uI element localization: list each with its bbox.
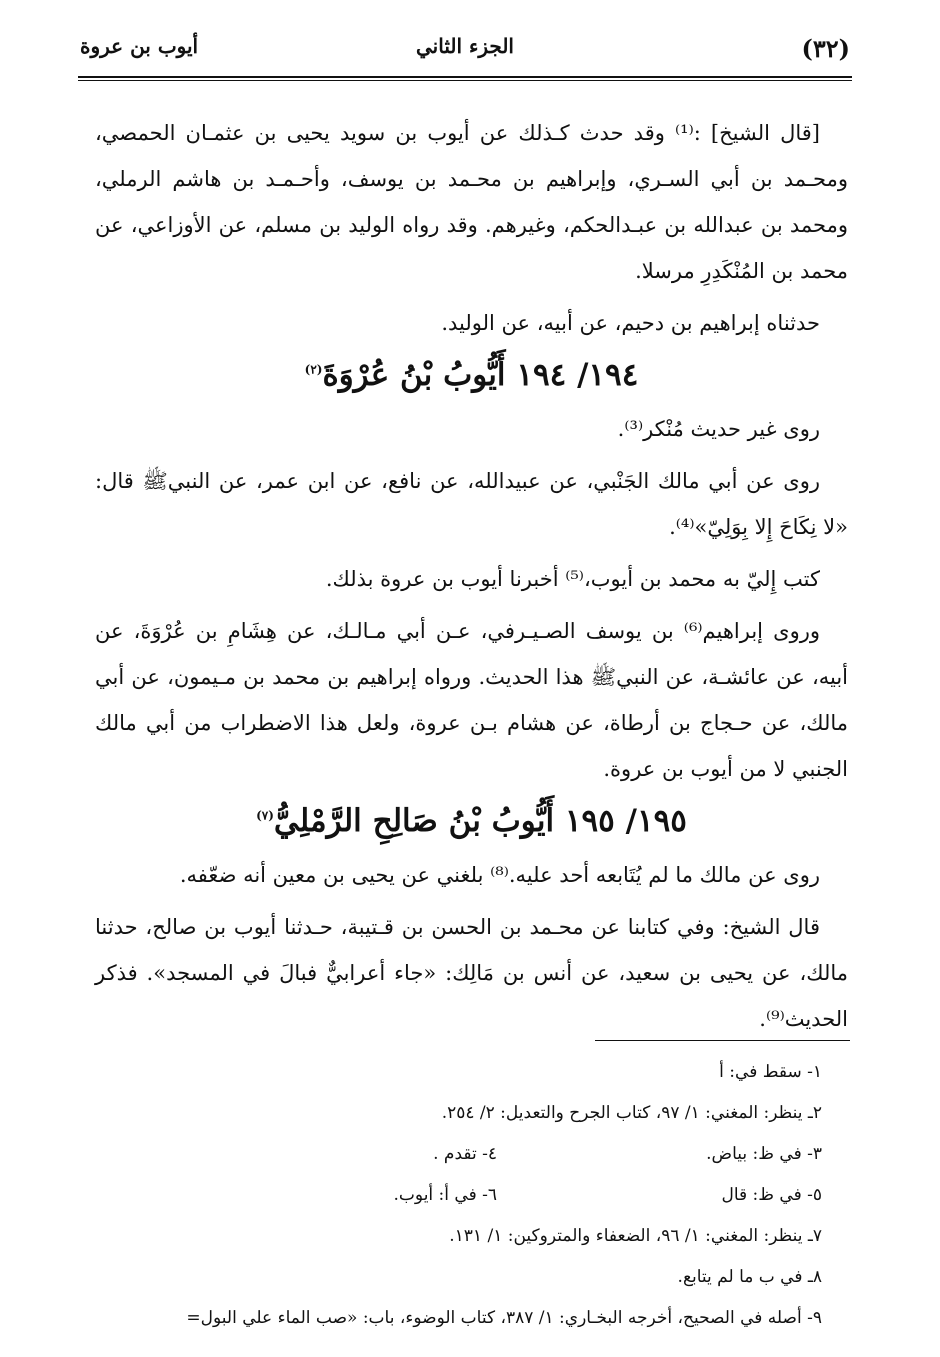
footnote-5: ٥- في ظ: قال <box>721 1185 822 1205</box>
entry-number-195: ١٩٥/ ١٩٥ <box>564 803 687 839</box>
footnote-2: ٢ـ ينظر: المغني: ١/ ٩٧، كتاب الجرح والتعديل: ٢/ ٢٥٤. <box>441 1103 822 1123</box>
page-number: (٣٢) <box>801 34 850 63</box>
paragraph-sheikh-note: [قال الشيخ] :⁽¹⁾ وقد حدث كـذلك عن أيوب بن سويد يحيى بن عثمـان الحمصي، ومحـمد بن أبي السـري، وإبراهيم بن محـمد بن يوسف، وأحـمـد بن هاشم الرملي، ومحمد بن عبدالله بن عبـدالحكم، وغيرهم. وقد رواه الوليد بن مسلم، عن الأوزاعي، عن محمد بن المُنْكَدِرِ مرسلا. <box>95 121 848 283</box>
paragraph-munkar: روى غير حديث مُنْكر⁽³⁾. <box>617 417 820 441</box>
paragraph-malik: روى عن مالك ما لم يُتَابعه أحد عليه.⁽⁸⁾ بلغني عن يحيى بن معين أنه ضعّفه. <box>179 863 820 887</box>
entry-heading-195 <box>95 794 848 848</box>
main-text <box>95 110 848 1042</box>
entry-name-194: أَيُّوبُ بْنُ عُرْوَةَ <box>322 357 506 393</box>
running-header <box>80 30 850 70</box>
footnote-7: ٧ـ ينظر: المغني: ١/ ٩٦، الضعفاء والمتروكين: ١/ ١٣١. <box>449 1226 822 1246</box>
paragraph-isnad: حدثناه إبراهيم بن دحيم، عن أبيه، عن الوليد. <box>441 311 820 335</box>
footnote-4: ٤- تقدم . <box>433 1144 497 1164</box>
footnote-ref-7: (٧) <box>256 808 274 823</box>
entry-heading-194 <box>95 348 848 402</box>
footnote-ref-2: (٢) <box>304 362 323 377</box>
paragraph-riwaya-ibrahim: وروى إبراهيم⁽⁶⁾ بن يوسف الصـيـرفي، عـن أبي مـالـك، عن هِشَامِ بن عُرْوَةَ، عن أبيه، عن عائشـة، عن النبيﷺ هذا الحديث. ورواه إبراهيم بن محمد بن مـيمون، عن أبي مالك، عن حـجاج بن أرطاة، عن هشام بـن عروة، ولعل هذا الاضطراب من أبي مالك الجنبي لا من أيوب بن عروة. <box>95 619 848 781</box>
footnote-3: ٣- في ظ: بياض. <box>706 1144 822 1164</box>
entry-name-195: أَيُّوبُ بْنُ صَالِحِ الرَّمْلِيُّ <box>273 803 555 839</box>
footnote-row-3-4 <box>60 1134 822 1175</box>
header-rule-thin <box>78 80 852 81</box>
footnote-8: ٨ـ في ب ما لم يتابع. <box>677 1267 822 1287</box>
paragraph-qutaiba: قال الشيخ: وفي كتابنا عن محـمد بن الحسن بن قـتيبة، حـدثنا أيوب بن صالح، حدثنا مالك، عن يحيى بن سعيد، عن أنس بن مَالِك: «جاء أعرابيٌّ فبالَ في المسجد». فذكر الحديث⁽⁹⁾. <box>95 915 848 1031</box>
footnote-6: ٦- في أ: أيوب. <box>393 1185 497 1205</box>
footnote-separator <box>595 1040 850 1041</box>
footnote-1: ١- سقط في: أ <box>719 1062 822 1082</box>
paragraph-kataba: كتب إِليّ به محمد بن أيوب،⁽⁵⁾ أخبرنا أيوب بن عروة بذلك. <box>325 567 820 591</box>
footnote-9: ٩- أصله في الصحيح، أخرجه البخـاري: ١/ ٣٨٧، كتاب الوضوء، باب: «صب الماء علي البول= <box>186 1308 822 1328</box>
footnotes <box>60 1052 822 1339</box>
header-rule <box>78 76 852 78</box>
paragraph-hadith-nikah: روى عن أبي مالك الجَنْبي، عن عبيدالله، عن نافع، عن ابن عمر، عن النبيﷺ قال: «لا نِكَاحَ إِلا بِوَلِيّ»⁽⁴⁾. <box>95 469 848 539</box>
entry-number-194: ١٩٤/ ١٩٤ <box>516 357 639 393</box>
volume-title: الجزء الثاني <box>416 34 514 58</box>
footnote-row-5-6 <box>60 1175 822 1216</box>
entry-running-title: أيوب بن عروة <box>80 34 199 58</box>
